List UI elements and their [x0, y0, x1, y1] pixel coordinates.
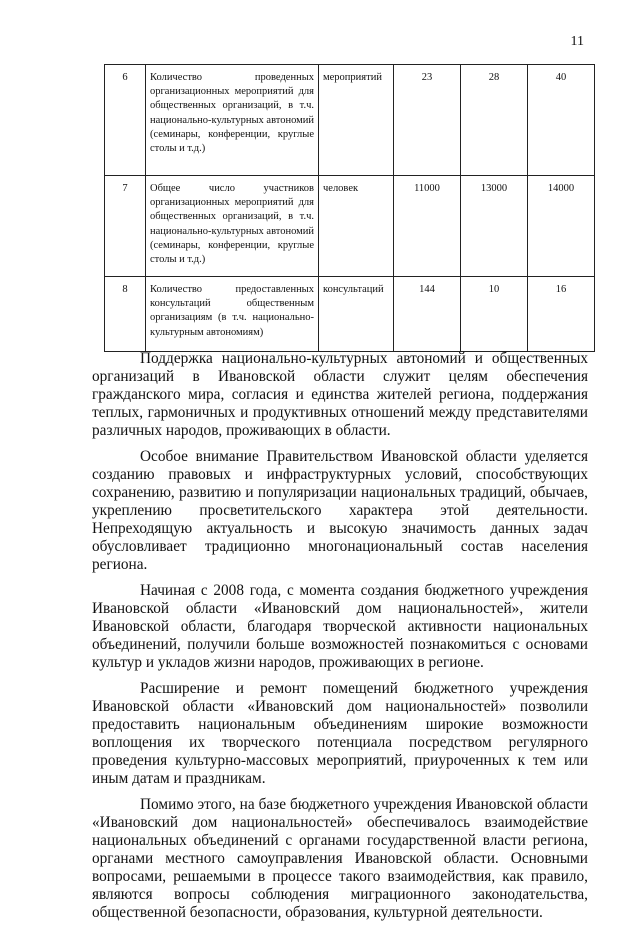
row-description: Общее число участников организационных мероприятий для общественных организаций, в т.ч. национально-культурных автономий (семинары, конференции, круглые столы и т.д.)	[146, 176, 319, 277]
row-value: 40	[528, 65, 595, 176]
paragraph: Помимо этого, на базе бюджетного учреждения Ивановской области «Ивановский дом национальностей» обеспечивалось взаимодействие национальных объединений с органами государственной власти региона, органами местного самоуправления Ивановской области. Основными вопросами, решаемыми в процессе такого взаимодействия, как правило, являются вопросы соблюдения миграционного законодательства, общественной безопасности, образования, культурной деятельности.	[92, 796, 588, 921]
paragraph: Расширение и ремонт помещений бюджетного учреждения Ивановской области «Ивановский дом национальностей» позволили предоставить национальным объединениям широкие возможности воплощения их творческого потенциала посредством регулярного проведения культурно-массовых мероприятий, приуроченных к тем или иным датам и праздникам.	[92, 680, 588, 787]
table-row	[105, 176, 595, 277]
row-description: Количество предоставленных консультаций общественным организациям (в т.ч. национально-культурным автономиям)	[146, 277, 319, 352]
row-value: 144	[394, 277, 461, 352]
paragraph: Поддержка национально-культурных автономий и общественных организаций в Ивановской области служит целям обеспечения гражданского мира, согласия и единства жителей региона, поддержания теплых, гармоничных и продуктивных отношений между представителями различных народов, проживающих в области.	[92, 350, 588, 439]
row-value: 11000	[394, 176, 461, 277]
row-value: 28	[461, 65, 528, 176]
row-value: 23	[394, 65, 461, 176]
row-unit: человек	[319, 176, 394, 277]
row-unit: консультаций	[319, 277, 394, 352]
row-value: 13000	[461, 176, 528, 277]
row-value: 14000	[528, 176, 595, 277]
row-value: 16	[528, 277, 595, 352]
row-number: 8	[105, 277, 146, 352]
body-text	[92, 350, 588, 930]
paragraph: Особое внимание Правительством Ивановской области уделяется созданию правовых и инфраструктурных условий, способствующих сохранению, развитию и популяризации национальных традиций, обычаев, укреплению просветительского характера этой деятельности. Непреходящую актуальность и высокую значимость данных задач обусловливает традиционно многонациональный состав населения региона.	[92, 448, 588, 573]
table-row	[105, 65, 595, 176]
row-description: Количество проведенных организационных мероприятий для общественных организаций, в т.ч. национально-культурных автономий (семинары, конференции, круглые столы и т.д.)	[146, 65, 319, 176]
page-number: 11	[570, 34, 584, 49]
indicators-table	[104, 64, 595, 352]
paragraph: Начиная с 2008 года, с момента создания бюджетного учреждения Ивановской области «Ивановский дом национальностей», жители Ивановской области, благодаря творческой активности национальных объединений, получили больше возможностей познакомиться с основами культур и укладов жизни народов, проживающих в регионе.	[92, 582, 588, 671]
table-row	[105, 277, 595, 352]
row-value: 10	[461, 277, 528, 352]
row-number: 6	[105, 65, 146, 176]
row-number: 7	[105, 176, 146, 277]
row-unit: мероприятий	[319, 65, 394, 176]
